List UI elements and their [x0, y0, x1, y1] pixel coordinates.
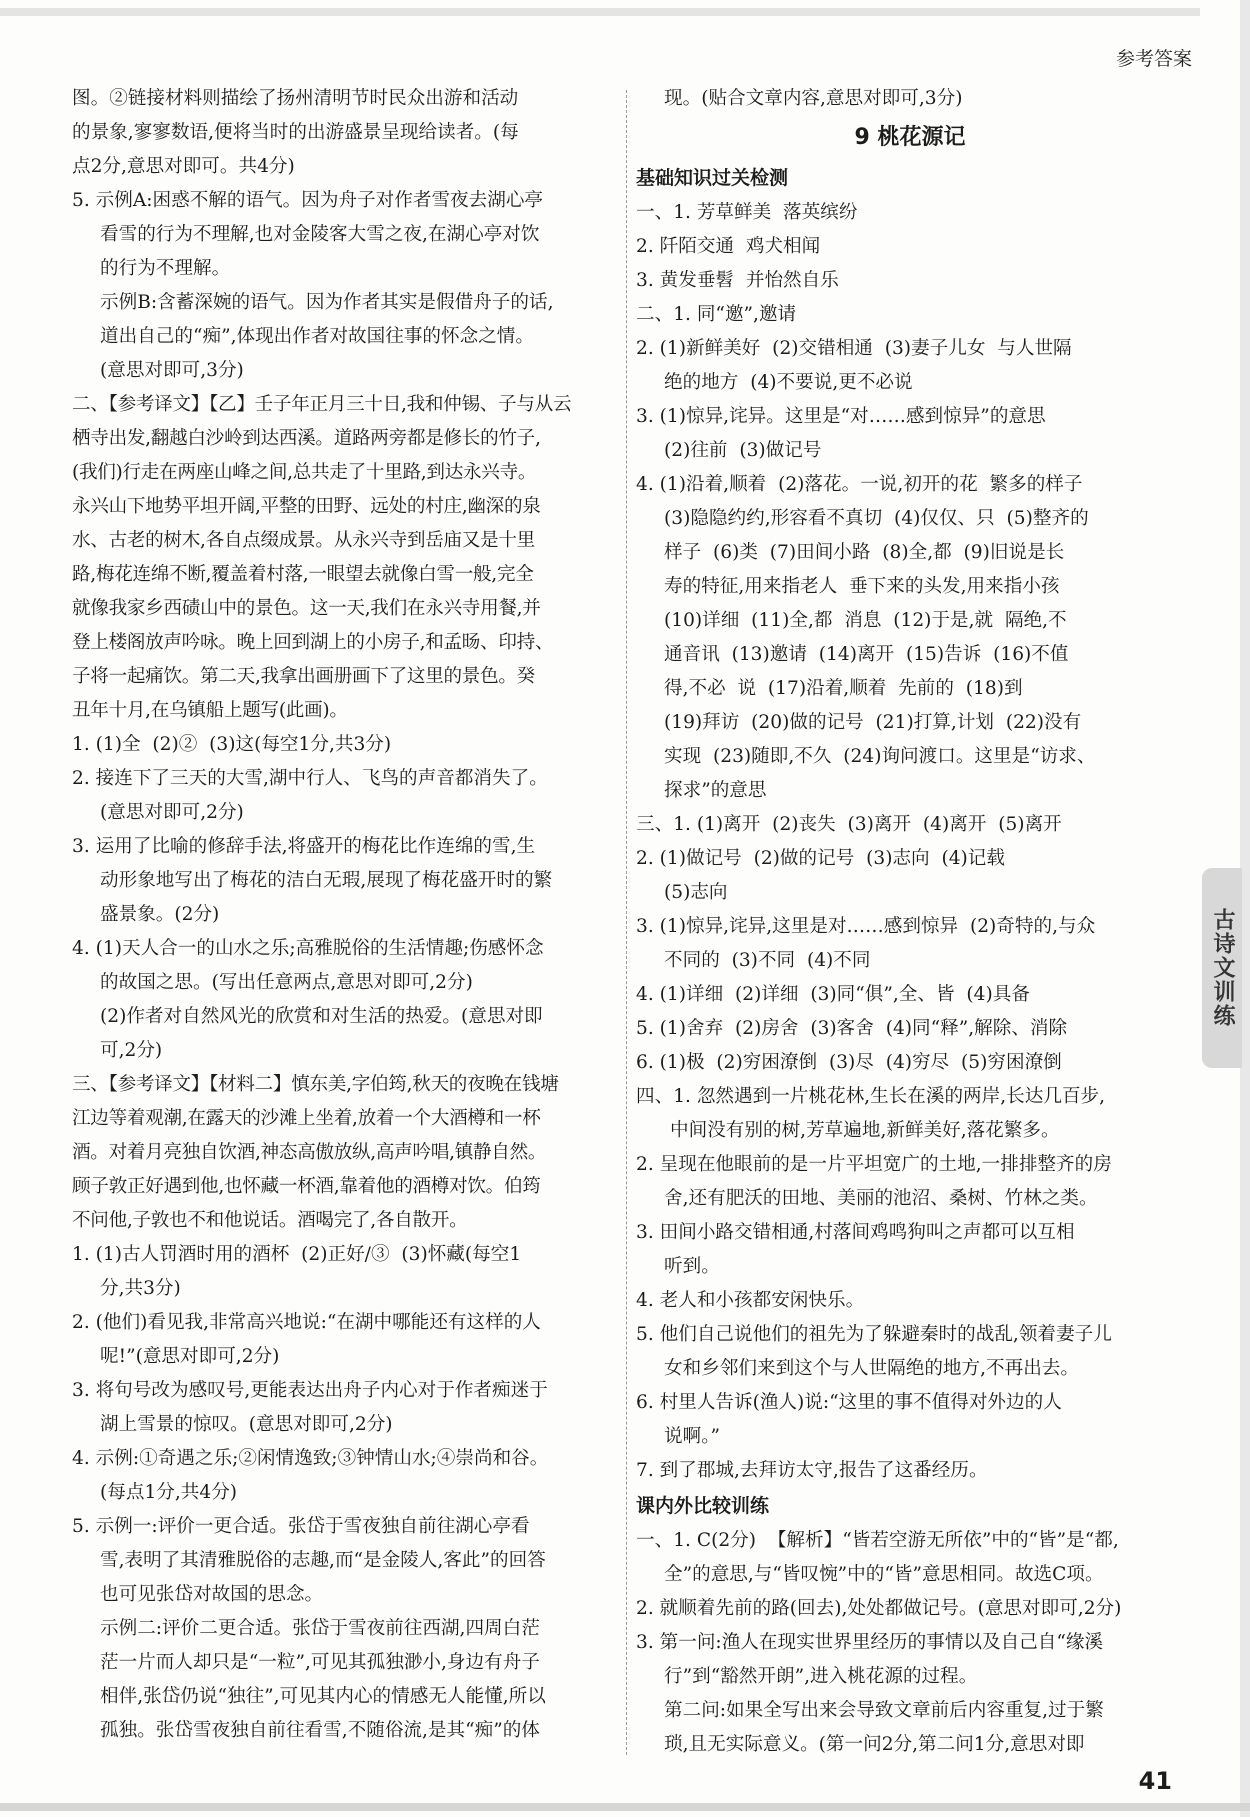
text-line: 呢!”(意思对即可,2分) [100, 1346, 280, 1367]
text-line: 相伴,张岱仍说“独往”,可见其内心的情感无人能懂,所以 [100, 1686, 546, 1707]
left-column [72, 82, 620, 1748]
text-line: 3. (1)惊异,诧异。这里是“对……感到惊异”的意思 [636, 406, 1046, 427]
text-line: 1. (1)全 (2)② (3)这(每空1分,共3分) [72, 734, 392, 755]
text-line: 三、1. (1)离开 (2)丧失 (3)离开 (4)离开 (5)离开 [636, 814, 1062, 835]
text-line: (2)往前 (3)做记号 [664, 440, 822, 461]
text-line: 琐,且无实际意义。(第一问2分,第二问1分,意思对即 [664, 1734, 1085, 1755]
text-line: 得,不必 说 (17)沿着,顺着 先前的 (18)到 [664, 678, 1023, 699]
text-line: 孤独。张岱雪夜独自前往看雪,不随俗流,是其“痴”的体 [100, 1720, 540, 1741]
text-line: 可,2分) [100, 1040, 163, 1061]
text-line: 实现 (23)随即,不久 (24)询问渡口。这里是“访求、 [664, 746, 1096, 767]
text-line: 盛景象。(2分) [100, 904, 220, 925]
text-line: 道出自己的“痴”,体现出作者对故国往事的怀念之情。 [100, 326, 534, 347]
section-title-basic: 基础知识过关检测 [636, 167, 789, 189]
text-line: (每点1分,共4分) [100, 1482, 238, 1503]
text-line: 不问他,子敦也不和他说话。酒喝完了,各自散开。 [72, 1210, 468, 1231]
text-line: 第二问:如果全写出来会导致文章前后内容重复,过于繁 [664, 1700, 1104, 1721]
text-line: 就像我家乡西碛山中的景色。这一天,我们在永兴寺用餐,并 [72, 598, 541, 619]
text-line: 四、1. 忽然遇到一片桃花林,生长在溪的两岸,长达几百步, [636, 1086, 1106, 1107]
page-number: 41 [1138, 1767, 1172, 1795]
text-line: 分,共3分) [100, 1278, 181, 1299]
compare-answers [636, 1524, 1184, 1762]
text-line: 图。②链接材料则描绘了扬州清明节时民众出游和活动 [72, 88, 519, 109]
text-line: 江边等着观潮,在露天的沙滩上坐着,放着一个大酒樽和一杯 [72, 1108, 541, 1129]
text-line: (意思对即可,3分) [100, 360, 244, 381]
text-line: 顾子敦正好遇到他,也怀藏一杯酒,靠着他的酒樽对饮。伯筠 [72, 1176, 541, 1197]
text-line: 5. (1)舍弃 (2)房舍 (3)客舍 (4)同“释”,解除、消除 [636, 1018, 1068, 1039]
text-line: 看雪的行为不理解,也对金陵客大雪之夜,在湖心亭对饮 [100, 224, 540, 245]
text-line: 通音讯 (13)邀请 (14)离开 (15)告诉 (16)不值 [664, 644, 1069, 665]
text-line: 酒。对着月亮独自饮酒,神态高傲放纵,高声吟唱,镇静自然。 [72, 1142, 547, 1163]
text-line: 7. 到了郡城,去拜访太守,报告了这番经历。 [636, 1460, 988, 1481]
text-line: (2)作者对自然风光的欣赏和对生活的热爱。(意思对即 [100, 1006, 543, 1027]
text-line: 一、1. 芳草鲜美 落英缤纷 [636, 202, 858, 223]
text-line: 女和乡邻们来到这个与人世隔绝的地方,不再出去。 [664, 1358, 1079, 1379]
bottom-edge [0, 1803, 1250, 1811]
text-line: 水、古老的树木,各自点缀成景。从永兴寺到岳庙又是十里 [72, 530, 535, 551]
text-line: 1. (1)古人罚酒时用的酒杯 (2)正好/③ (3)怀藏(每空1 [72, 1244, 522, 1265]
text-line: 湖上雪景的惊叹。(意思对即可,2分) [100, 1414, 393, 1435]
text-line: 的故国之思。(写出任意两点,意思对即可,2分) [100, 972, 473, 993]
text-line: 5. 他们自己说他们的祖先为了躲避秦时的战乱,领着妻子儿 [636, 1324, 1112, 1345]
text-line: 子将一起痛饮。第二天,我拿出画册画下了这里的景色。癸 [72, 666, 535, 687]
text-line: 三、【参考译文】【材料二】慎东美,字伯筠,秋天的夜晚在钱塘 [72, 1074, 559, 1095]
text-line: 行”到“豁然开朗”,进入桃花源的过程。 [664, 1666, 978, 1687]
text-line: 的行为不理解。 [100, 258, 231, 279]
text-line: 动形象地写出了梅花的洁白无瑕,展现了梅花盛开时的繁 [100, 870, 553, 891]
text-line: 示例B:含蓄深婉的语气。因为作者其实是假借舟子的话, [100, 292, 554, 313]
text-line: 说啊。” [664, 1426, 720, 1447]
text-line: (19)拜访 (20)做的记号 (21)打算,计划 (22)没有 [664, 712, 1082, 733]
header-label: 参考答案 [1115, 48, 1192, 70]
text-line: (10)详细 (11)全,都 消息 (12)于是,就 隔绝,不 [664, 610, 1067, 631]
text-line: 丑年十月,在乌镇船上题写(此画)。 [72, 700, 348, 721]
text-line: (意思对即可,2分) [100, 802, 244, 823]
text-line: 2. (1)新鲜美好 (2)交错相通 (3)妻子儿女 与人世隔 [636, 338, 1072, 359]
text-line: 2. 接连下了三天的大雪,湖中行人、飞鸟的声音都消失了。 [72, 768, 548, 789]
text-line: 5. 示例A:困惑不解的语气。因为舟子对作者雪夜去湖心亭 [72, 190, 544, 211]
text-line: 永兴山下地势平坦开阔,平整的田野、远处的村庄,幽深的泉 [72, 496, 541, 517]
text-line: 6. 村里人告诉(渔人)说:“这里的事不值得对外边的人 [636, 1392, 1062, 1413]
text-line: 点2分,意思对即可。共4分) [72, 156, 295, 177]
side-tab: 古诗文训练 [1202, 868, 1242, 1068]
text-line: 一、1. C(2分) 【解析】“皆若空游无所依”中的“皆”是“都, [636, 1530, 1119, 1551]
text-line: 探求”的意思 [664, 780, 767, 801]
text-line: (我们)行走在两座山峰之间,总共走了十里路,到达永兴寺。 [72, 462, 537, 483]
text-line: 栖寺出发,翻越白沙岭到达西溪。道路两旁都是修长的竹子, [72, 428, 541, 449]
text-line: 的景象,寥寥数语,便将当时的出游盛景呈现给读者。(每 [72, 122, 519, 143]
text-line: 6. (1)极 (2)穷困潦倒 (3)尽 (4)穷尽 (5)穷困潦倒 [636, 1052, 1062, 1073]
column-divider [626, 90, 627, 1755]
text-line: 4. (1)天人合一的山水之乐;高雅脱俗的生活情趣;伤感怀念 [72, 938, 544, 959]
text-line: (3)隐隐约约,形容看不真切 (4)仅仅、只 (5)整齐的 [664, 508, 1089, 529]
text-line: 5. 示例一:评价一更合适。张岱于雪夜独自前往湖心亭看 [72, 1516, 530, 1537]
text-line: 茫一片而人却只是“一粒”,可见其孤独渺小,身边有舟子 [100, 1652, 540, 1673]
text-line: 也可见张岱对故国的思念。 [100, 1584, 324, 1605]
text-line: 3. 运用了比喻的修辞手法,将盛开的梅花比作连绵的雪,生 [72, 836, 536, 857]
text-line: 寿的特征,用来指老人 垂下来的头发,用来指小孩 [664, 576, 1060, 597]
text-line: 2. 呈现在他眼前的是一片平坦宽广的土地,一排排整齐的房 [636, 1154, 1112, 1175]
text-line: 4. 老人和小孩都安闲快乐。 [636, 1290, 865, 1311]
text-line: 不同的 (3)不同 (4)不同 [664, 950, 871, 971]
text-line: 听到。 [664, 1256, 720, 1277]
text-line: 二、【参考译文】【乙】壬子年正月三十日,我和仲锡、子与从云 [72, 394, 572, 415]
text-line: 3. 将句号改为感叹号,更能表达出舟子内心对于作者痴迷于 [72, 1380, 548, 1401]
text-line: 路,梅花连绵不断,覆盖着村落,一眼望去就像白雪一般,完全 [72, 564, 534, 585]
text-line: 2. 就顺着先前的路(回去),处处都做记号。(意思对即可,2分) [636, 1598, 1122, 1619]
basic-answers [636, 196, 1184, 1488]
text-line: 2. (1)做记号 (2)做的记号 (3)志向 (4)记载 [636, 848, 1005, 869]
text-line: 3. 第一问:渔人在现实世界里经历的事情以及自己自“缘溪 [636, 1632, 1104, 1653]
text-line: 雪,表明了其清雅脱俗的志趣,而“是金陵人,客此”的回答 [100, 1550, 546, 1571]
text-line: 中间没有别的树,芳草遍地,新鲜美好,落花繁多。 [670, 1120, 1060, 1141]
section-title-compare: 课内外比较训练 [636, 1495, 770, 1517]
text-line: 绝的地方 (4)不要说,更不必说 [664, 372, 913, 393]
right-continuation: 现。(贴合文章内容,意思对即可,3分) [664, 88, 963, 109]
text-line: 舍,还有肥沃的田地、美丽的池沼、桑树、竹林之类。 [664, 1188, 1098, 1209]
text-line: 2. 阡陌交通 鸡犬相闻 [636, 236, 821, 257]
text-line: 3. 田间小路交错相通,村落间鸡鸣狗叫之声都可以互相 [636, 1222, 1075, 1243]
text-line: 3. (1)惊异,诧异,这里是对……感到惊异 (2)奇特的,与众 [636, 916, 1096, 937]
text-line: 示例二:评价二更合适。张岱于雪夜前往西湖,四周白茫 [100, 1618, 540, 1639]
text-line: 4. 示例:①奇遇之乐;②闲情逸致;③钟情山水;④崇尚和谷。 [72, 1448, 549, 1469]
text-line: 2. (他们)看见我,非常高兴地说:“在湖中哪能还有这样的人 [72, 1312, 541, 1333]
text-line: 3. 黄发垂髫 并怡然自乐 [636, 270, 839, 291]
text-line: 全”的意思,与“皆叹惋”中的“皆”意思相同。故选C项。 [664, 1564, 1104, 1585]
text-line: 4. (1)沿着,顺着 (2)落花。一说,初开的花 繁多的样子 [636, 474, 1083, 495]
top-edge [0, 8, 1200, 16]
text-line: 样子 (6)类 (7)田间小路 (8)全,都 (9)旧说是长 [664, 542, 1065, 563]
right-column [636, 82, 1184, 1762]
text-line: 二、1. 同“邀”,邀请 [636, 304, 797, 325]
text-line: 登上楼阁放声吟咏。晚上回到湖上的小房子,和孟旸、印持、 [72, 632, 554, 653]
text-line: (5)志向 [664, 882, 728, 903]
lesson-title: 9 桃花源记 [854, 125, 966, 150]
text-line: 4. (1)详细 (2)详细 (3)同“俱”,全、皆 (4)具备 [636, 984, 1030, 1005]
